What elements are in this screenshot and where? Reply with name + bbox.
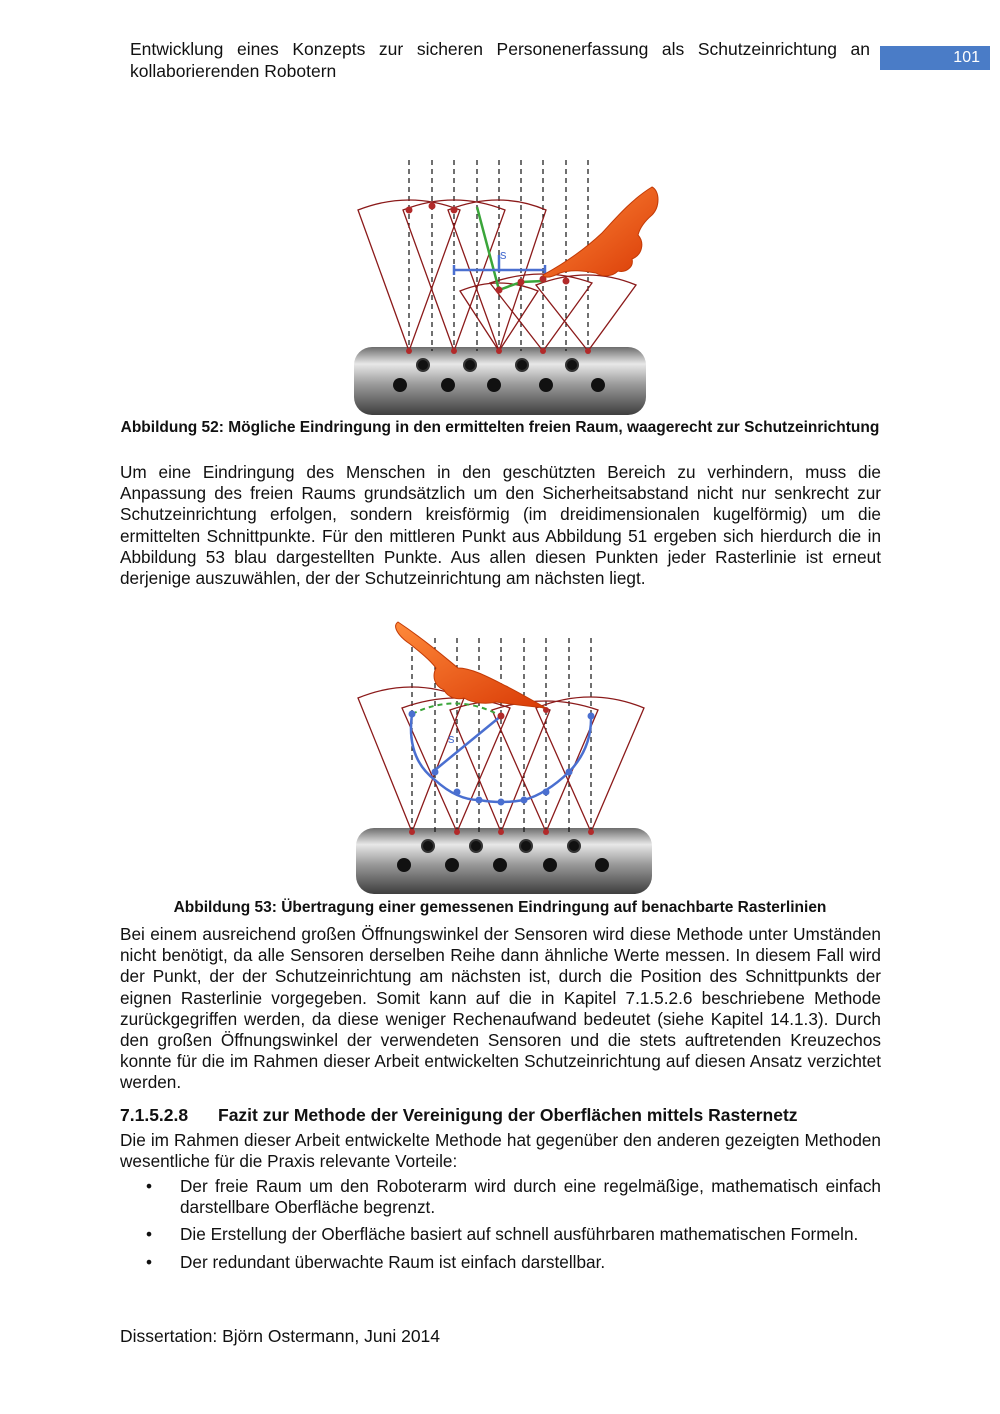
label-s: s — [448, 731, 455, 746]
list-item: • Der freie Raum um den Roboterarm wird durch eine regelmäßige, mathematisch einfach darstellbare Oberfläche begrenzt. — [146, 1176, 881, 1218]
figure-52-caption: Abbildung 52: Mögliche Eindringung in den ermittelten freien Raum, waagerecht zur Schutzeinrichtung — [120, 419, 880, 436]
paragraph-3: Die im Rahmen dieser Arbeit entwickelte Methode hat gegenüber den anderen gezeigten Methoden wesentliche für die Praxis relevante Vorteile: — [120, 1130, 881, 1172]
page-number-badge: 101 — [880, 46, 990, 70]
bullet-icon: • — [146, 1224, 153, 1245]
running-header: Entwicklung eines Konzepts zur sicheren Personenerfassung als Schutzeinrichtung an kollaborierenden Robotern — [130, 39, 870, 81]
figure-53-diagram — [340, 608, 660, 896]
paragraph-2: Bei einem ausreichend großen Öffnungswinkel der Sensoren wird diese Methode unter Umständen nicht benötigt, da alle Sensoren derselben Reihe dann ähnliche Werte messen. In diesem Fall wird der Punkt, der der Schutzeinrichtung am nächsten ist, durch die Position des Schnittpunkts der eignen Rasterlinie vorgegeben. Somit kann auf die in Kapitel 7.1.5.2.6 beschriebene Methode zurückgegriffen werden, da diese weniger Rechenaufwand bedeutet (siehe Kapitel 14.1.3). Durch den großen Öffnungswinkel der verwendeten Sensoren und die stets auftretenden Kreuzechos konnte für die im Rahmen dieser Arbeit entwickelten Schutzeinrichtung auf diesen Ansatz verzichtet werden. — [120, 924, 881, 1093]
list-item: • Der redundant überwachte Raum ist einfach darstellbar. — [146, 1251, 606, 1272]
figure-53-caption: Abbildung 53: Übertragung einer gemessenen Eindringung auf benachbarte Rasterlinien — [173, 899, 827, 916]
page-footer: Dissertation: Björn Ostermann, Juni 2014 — [120, 1326, 441, 1346]
figure-52-diagram — [340, 155, 660, 420]
list-item: • Die Erstellung der Oberfläche basiert auf schnell ausführbaren mathematischen Formeln. — [146, 1224, 859, 1245]
blue-radius-line — [435, 716, 501, 770]
section-title: Fazit zur Methode der Vereinigung der Oberflächen mittels Rasternetz — [218, 1105, 798, 1125]
bullet-icon: • — [146, 1251, 153, 1272]
hand-icon — [543, 187, 658, 277]
paragraph-1: Um eine Eindringung des Menschen in den geschützten Bereich zu verhindern, muss die Anpassung des freien Raums grundsätzlich um den Sicherheitsabstand nicht nur senkrecht zur Schutzeinrichtung erfolgen, sondern kreisförmig (im dreidimensionalen kugelförmig) um die ermittelten Schnittpunkte. Für den mittleren Punkt aus Abbildung 51 ergeben sich hierdurch die in Abbildung 53 blau dargestellten Punkte. Aus allen diesen Punkten jeder Rasterlinie ist erneut derjenige auszuwählen, der der Schutzeinrichtung am nächsten liegt. — [120, 462, 881, 589]
label-s: s — [500, 247, 507, 262]
intersection-points — [406, 203, 592, 355]
bullet-icon: • — [146, 1176, 153, 1196]
advantages-list — [120, 1176, 881, 1279]
section-number: 7.1.5.2.8 — [120, 1105, 189, 1125]
sensor-cones — [358, 200, 636, 351]
section-heading — [120, 1104, 880, 1126]
